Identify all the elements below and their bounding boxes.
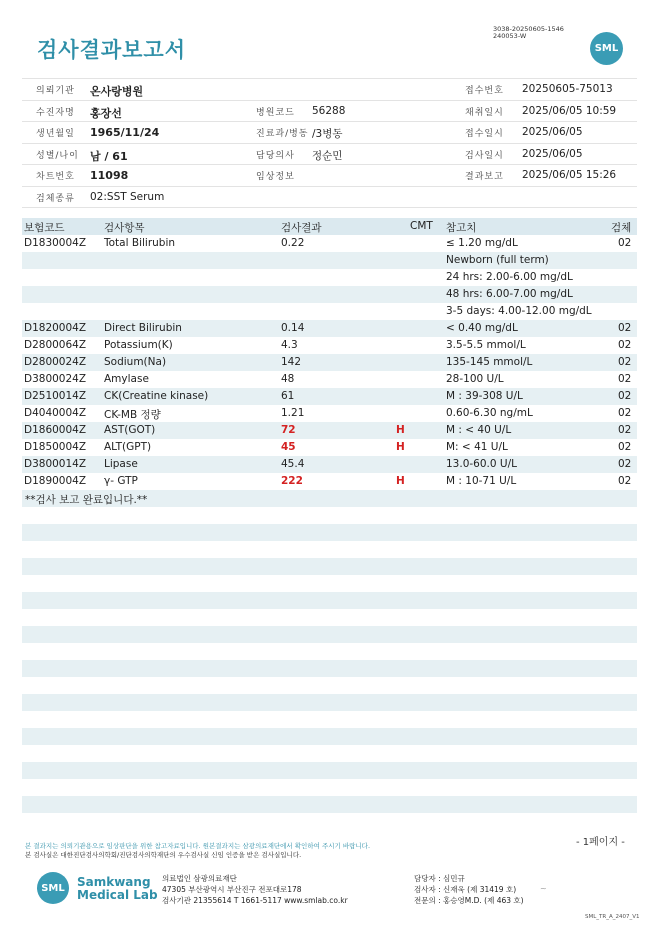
cell-result: 0.14 (281, 321, 305, 334)
empty-row (22, 626, 637, 643)
cell-ref: 135-145 mmol/L (446, 355, 533, 368)
receipt-value: 20250605-75013 (522, 83, 613, 95)
table-row (22, 354, 637, 371)
cell-ref: ≤ 1.20 mg/dL (446, 236, 518, 249)
empty-rows (22, 524, 637, 830)
empty-row (22, 694, 637, 711)
cell-code: D2800064Z (24, 338, 87, 351)
table-row (22, 456, 637, 473)
address-line-2: 47305 부산광역시 부산진구 전포대로178 (162, 885, 302, 894)
document-id (493, 26, 564, 40)
cell-name: Sodium(Na) (104, 355, 167, 368)
footer-brand (77, 876, 158, 902)
cell-spec: 02 (618, 457, 632, 470)
receipt-label: 접수번호 (465, 86, 504, 96)
cell-code: D1860004Z (24, 423, 87, 436)
table-row (22, 422, 637, 439)
cell-cmt: H (396, 423, 405, 436)
sexage-label: 성별/나이 (36, 150, 79, 161)
tested-label: 검사일시 (465, 150, 504, 161)
cell-code: D1890004Z (24, 474, 87, 487)
cell-spec: 02 (618, 474, 632, 487)
cell-ref: 0.60-6.30 ng/mL (446, 406, 533, 419)
cell-ref: 3-5 days: 4.00-12.00 mg/dL (446, 304, 592, 317)
info-row (22, 122, 637, 144)
dept-value: /3병동 (312, 128, 343, 140)
table-row (22, 337, 637, 354)
completion-row (22, 490, 637, 507)
specimen-value: 02:SST Serum (90, 190, 165, 203)
received-label: 접수일시 (465, 129, 504, 139)
table-row (22, 439, 637, 456)
cell-name: γ- GTP (104, 474, 138, 487)
header-result: 검사결과 (281, 222, 322, 234)
table-row (22, 405, 637, 422)
table-row (22, 371, 637, 388)
staff-line-3: 전문의 : 홍승영M.D. (제 463 호) (414, 896, 524, 905)
table-row (22, 286, 637, 303)
hospital-label: 의뢰기관 (36, 86, 75, 96)
empty-row (22, 762, 637, 779)
cell-result: 45.4 (281, 457, 305, 470)
cell-name: CK(Creatine kinase) (104, 389, 209, 402)
page-number: - 1페이지 - (576, 837, 625, 848)
cell-spec: 02 (618, 406, 632, 419)
document-id-line-2: 240053-W (493, 32, 527, 40)
cell-ref: 3.5-5.5 mmol/L (446, 338, 526, 351)
cell-code: D2800024Z (24, 355, 87, 368)
table-row (22, 473, 637, 490)
hosp-code-label: 병원코드 (256, 107, 295, 118)
header-code: 보험코드 (24, 222, 65, 234)
cell-result: 222 (281, 474, 303, 487)
cell-ref: M : < 40 U/L (446, 423, 512, 436)
hospital-value: 온사랑병원 (90, 85, 144, 98)
table-row (22, 269, 637, 286)
cell-ref: M : 10-71 U/L (446, 474, 517, 487)
cell-ref: 24 hrs: 2.00-6.00 mg/dL (446, 270, 573, 283)
empty-row (22, 796, 637, 813)
cell-spec: 02 (618, 321, 632, 334)
cell-result: 48 (281, 372, 295, 385)
form-code: SML_TR_A_2407_V1 (585, 914, 640, 920)
cell-code: D2510014Z (24, 389, 87, 402)
cell-ref: 28-100 U/L (446, 372, 504, 385)
sml-logo: SML (590, 32, 623, 65)
cell-result: 142 (281, 355, 302, 368)
cell-result: 1.21 (281, 406, 305, 419)
empty-row (22, 660, 637, 677)
cell-result: 0.22 (281, 236, 305, 249)
cell-spec: 02 (618, 338, 632, 351)
cell-name: CK-MB 정량 (104, 408, 161, 421)
table-row (22, 388, 637, 405)
info-row (22, 101, 637, 123)
results-table (22, 218, 637, 507)
cell-spec: 02 (618, 440, 632, 453)
header-spec: 검체 (611, 222, 632, 234)
collect-value: 2025/06/05 10:59 (522, 104, 617, 117)
footer-staff (414, 873, 524, 906)
cell-spec: 02 (618, 355, 632, 368)
cell-ref: M: < 41 U/L (446, 440, 508, 453)
brand-line-1: Samkwang (77, 875, 151, 889)
info-row (22, 187, 637, 209)
cell-spec: 02 (618, 389, 632, 402)
table-body (22, 235, 637, 490)
doctor-value: 정순민 (312, 149, 343, 162)
empty-row (22, 728, 637, 745)
patient-value: 홍장선 (90, 106, 122, 120)
table-row (22, 320, 637, 337)
cell-ref: M : 39-308 U/L (446, 389, 523, 402)
cell-name: Potassium(K) (104, 338, 173, 351)
cell-code: D3800024Z (24, 372, 87, 385)
report-title: 검사결과보고서 (37, 38, 187, 62)
cell-code: D1830004Z (24, 236, 87, 249)
chart-value: 11098 (90, 169, 129, 182)
empty-row (22, 592, 637, 609)
table-row (22, 252, 637, 269)
dob-label: 생년월일 (36, 129, 75, 139)
footer-note-1: 본 결과지는 의뢰기관용으로 임상판단을 위한 참고자료입니다. 원본결과지는 삼광의료재단에서 확인하여 주시기 바랍니다. (25, 842, 371, 850)
address-line-3: 검사기관 21355614 T 1661-5117 www.smlab.co.kr (162, 896, 348, 905)
doctor-label: 담당의사 (256, 150, 295, 161)
cell-code: D1820004Z (24, 321, 87, 334)
cell-result: 72 (281, 423, 296, 436)
table-row (22, 235, 637, 252)
info-row (22, 78, 637, 101)
header-cmt: CMT (410, 220, 433, 232)
cell-code: D4040004Z (24, 406, 87, 419)
empty-row (22, 558, 637, 575)
clinical-label: 임상정보 (256, 172, 295, 182)
cell-name: Total Bilirubin (104, 236, 176, 249)
sml-footer-logo: SML (37, 872, 69, 904)
cell-spec: 02 (618, 372, 632, 385)
hosp-code-value: 56288 (312, 104, 346, 117)
cell-spec: 02 (618, 423, 632, 436)
cell-name: Amylase (104, 372, 149, 385)
specimen-label: 검체종류 (36, 193, 75, 204)
cell-ref: < 0.40 mg/dL (446, 321, 518, 334)
cell-code: D3800014Z (24, 457, 87, 470)
reported-value: 2025/06/05 15:26 (522, 169, 617, 181)
cell-ref: 48 hrs: 6.00-7.00 mg/dL (446, 287, 573, 300)
document-id-line-1: 3038-20250605-1546 (493, 25, 564, 33)
cell-name: Direct Bilirubin (104, 321, 182, 334)
info-row (22, 144, 637, 166)
received-value: 2025/06/05 (522, 126, 583, 138)
cell-ref: 13.0-60.0 U/L (446, 457, 517, 470)
collect-label: 채취일시 (465, 107, 504, 118)
footer-note-2: 본 검사실은 대한진단검사의학회/진단검사의학재단의 우수검사실 신임 인증을 받은 검사실입니다. (25, 851, 302, 859)
address-line-1: 의료법인 삼광의료재단 (162, 874, 237, 883)
cell-cmt: H (396, 474, 405, 487)
staff-line-1: 담당자 : 심민규 (414, 874, 465, 883)
signature-mark: ~ (540, 884, 547, 893)
footer-address (162, 873, 348, 906)
cell-name: ALT(GPT) (104, 440, 152, 453)
cell-cmt: H (396, 440, 405, 453)
cell-ref: Newborn (full term) (446, 253, 549, 266)
cell-result: 4.3 (281, 338, 298, 351)
staff-line-2: 검사자 : 신재욱 (제 31419 호) (414, 885, 517, 894)
cell-spec: 02 (618, 236, 632, 249)
table-header (22, 218, 637, 235)
tested-value: 2025/06/05 (522, 147, 583, 160)
info-row (22, 165, 637, 187)
cell-result: 45 (281, 440, 296, 453)
patient-label: 수진자명 (36, 107, 75, 118)
chart-label: 차트번호 (36, 172, 75, 182)
header-name: 검사항목 (104, 222, 145, 234)
dept-label: 진료과/병동 (256, 129, 309, 139)
completion-text: **검사 보고 완료입니다.** (25, 493, 148, 506)
cell-name: AST(GOT) (104, 423, 156, 436)
table-row (22, 303, 637, 320)
cell-code: D1850004Z (24, 440, 87, 453)
sexage-value: 남 / 61 (90, 149, 128, 163)
header-ref: 참고치 (446, 222, 477, 234)
empty-row (22, 524, 637, 541)
patient-info-block (22, 78, 637, 208)
brand-line-2: Medical Lab (77, 888, 158, 902)
cell-result: 61 (281, 389, 295, 402)
reported-label: 결과보고 (465, 172, 504, 182)
cell-name: Lipase (104, 457, 138, 470)
dob-value: 1965/11/24 (90, 126, 160, 139)
